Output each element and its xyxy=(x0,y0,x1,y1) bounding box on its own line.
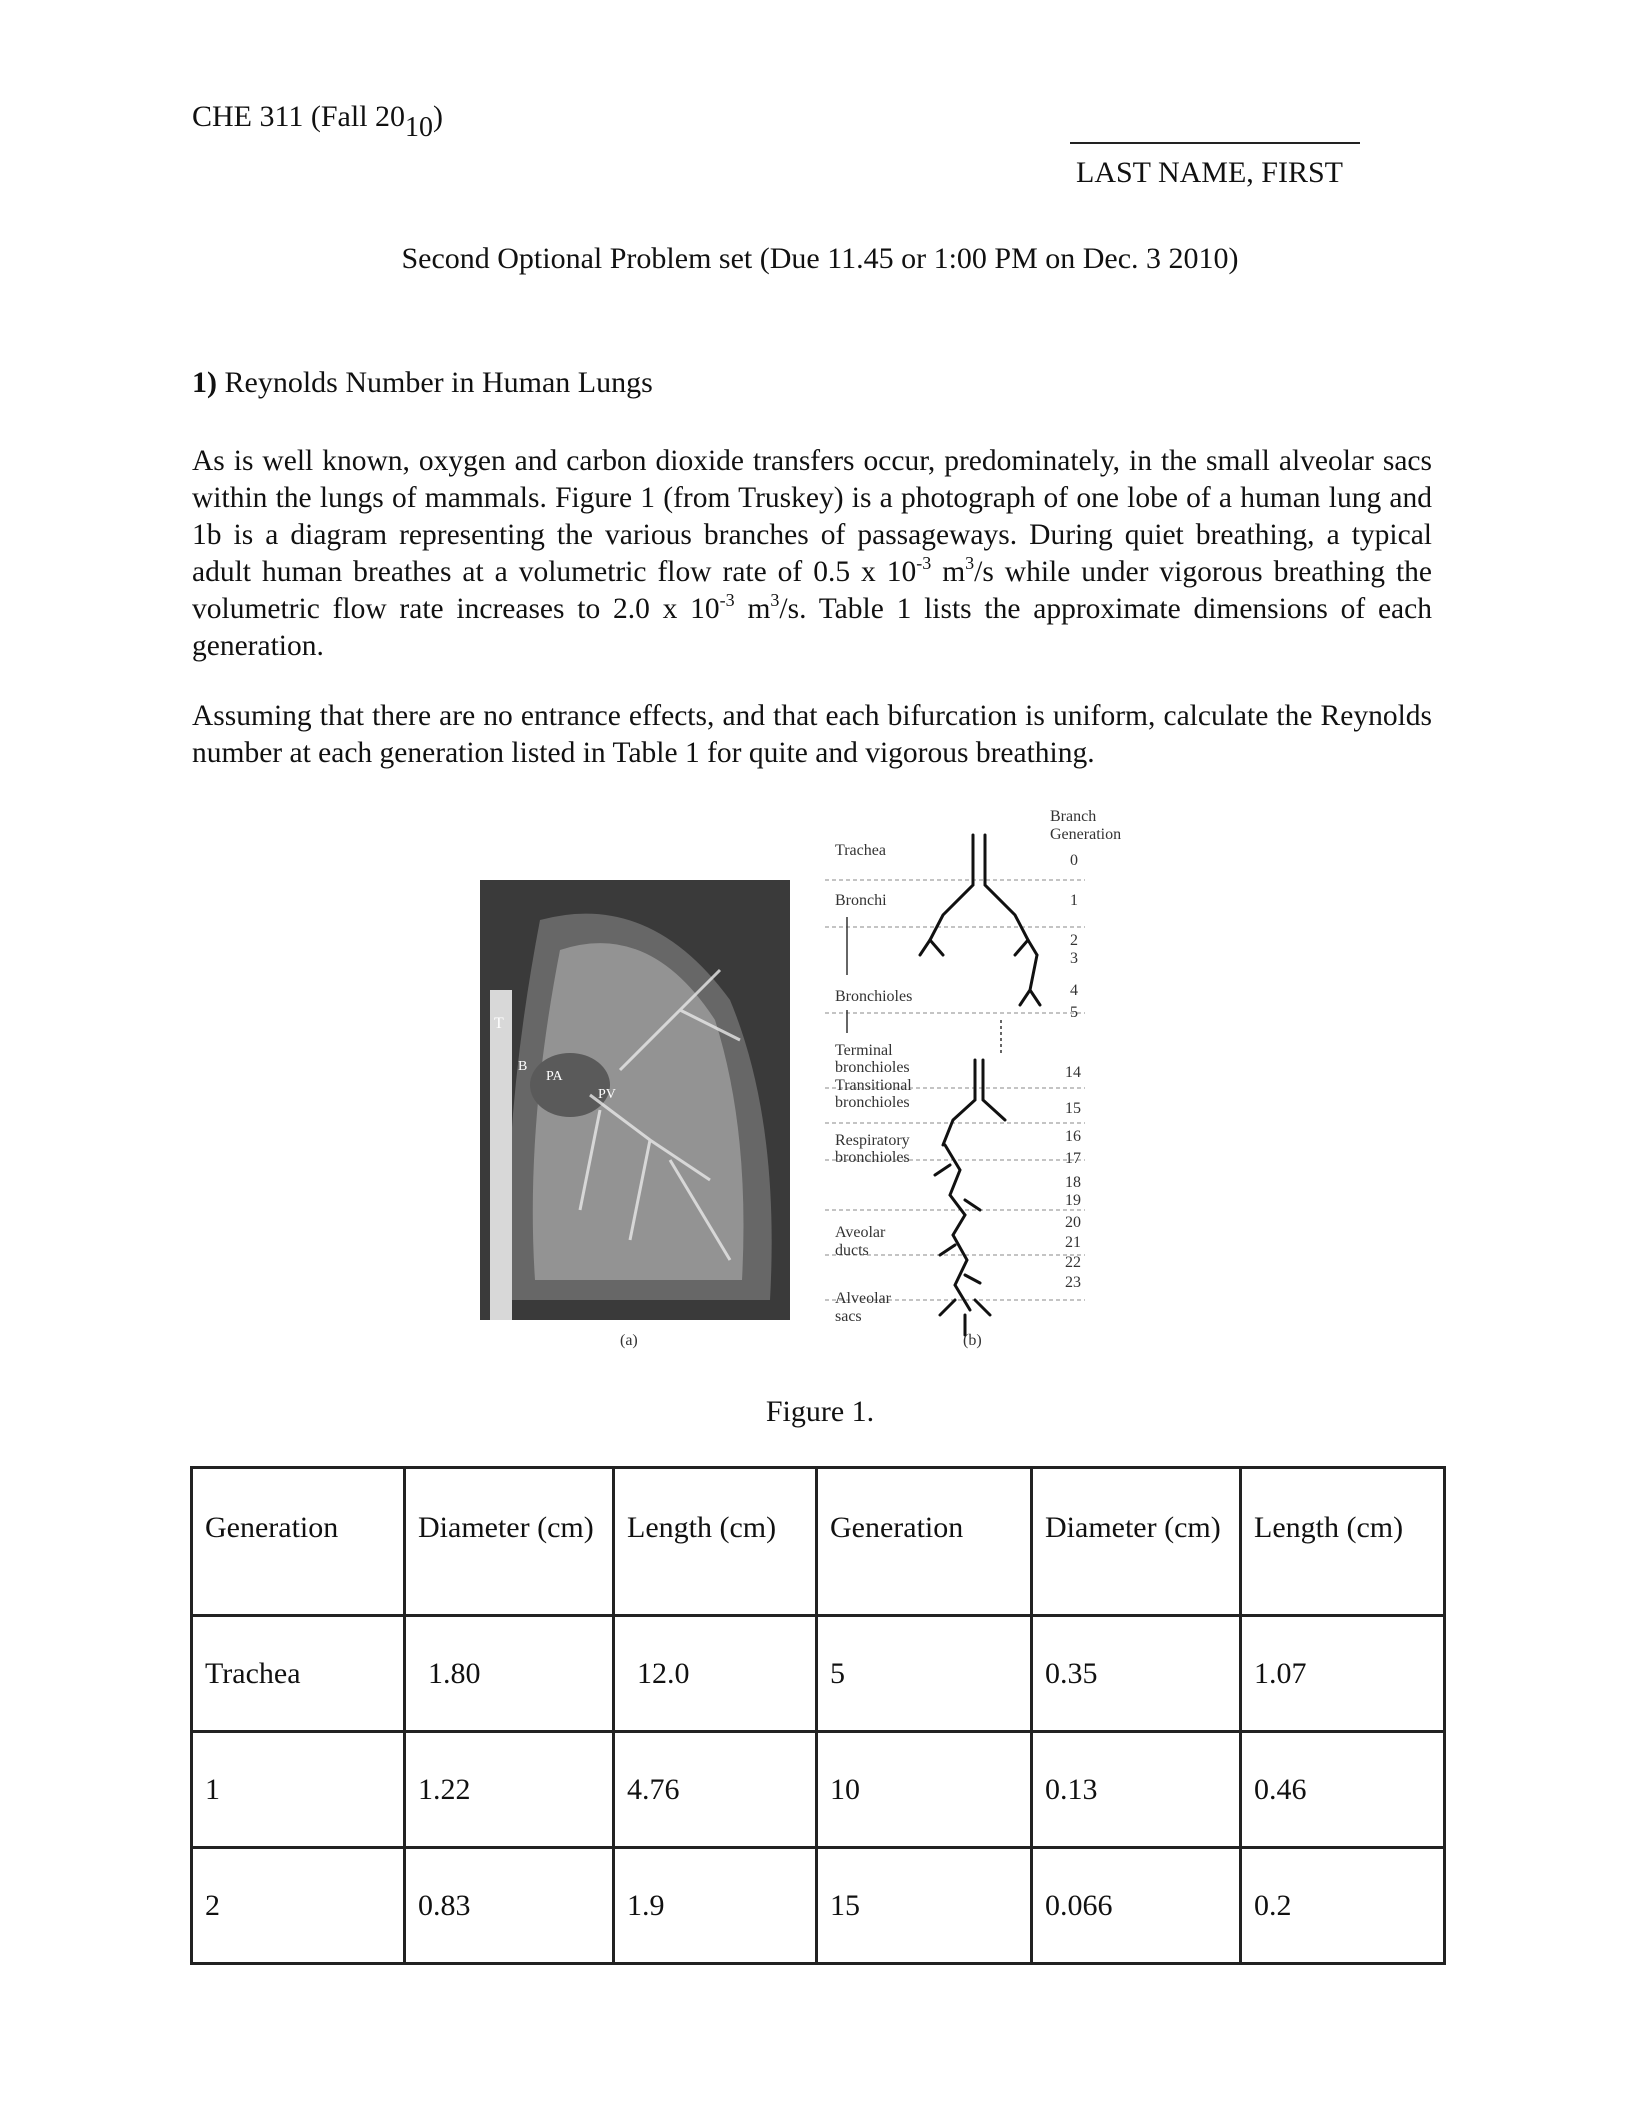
figure-caption: Figure 1. xyxy=(765,1395,875,1428)
table-row xyxy=(192,1616,1445,1732)
table-cell: 10 xyxy=(817,1732,1032,1848)
zone-respiratory: Respiratory xyxy=(835,1132,910,1149)
sublabel-b: (b) xyxy=(963,1332,982,1349)
zone-terminal: Terminal xyxy=(835,1042,893,1059)
airway-diagram xyxy=(825,805,1210,1365)
gen-14: 14 xyxy=(1065,1064,1081,1081)
zone-transitional: Transitional xyxy=(835,1077,912,1094)
gen-22: 22 xyxy=(1065,1254,1081,1271)
table-cell: 1 xyxy=(192,1732,405,1848)
question-heading: 1) Reynolds Number in Human Lungs xyxy=(192,366,653,399)
branch-header-1: Branch xyxy=(1050,808,1097,825)
gen-21: 21 xyxy=(1065,1234,1081,1251)
table-cell: 0.066 xyxy=(1032,1848,1241,1964)
header-generation-2: Generation xyxy=(817,1468,1032,1616)
zone-bronchioles: Bronchioles xyxy=(835,988,913,1005)
gen-15: 15 xyxy=(1065,1100,1081,1117)
table-row xyxy=(192,1848,1445,1964)
table-cell: 0.2 xyxy=(1241,1848,1445,1964)
gen-20: 20 xyxy=(1065,1214,1081,1231)
table-cell: 1.22 xyxy=(405,1732,614,1848)
table-row xyxy=(192,1732,1445,1848)
zone-respiratory-2: bronchioles xyxy=(835,1149,910,1166)
photo-label-pv: PV xyxy=(598,1087,616,1102)
table-cell: 0.83 xyxy=(405,1848,614,1964)
zone-alveolar-2: sacs xyxy=(835,1308,862,1325)
zone-aveolar: Aveolar xyxy=(835,1224,886,1241)
photo-label-b: B xyxy=(518,1059,528,1074)
gen-5: 5 xyxy=(1070,1004,1078,1021)
table-cell: 5 xyxy=(817,1616,1032,1732)
table-cell: 4.76 xyxy=(614,1732,817,1848)
table-cell: 12.0 xyxy=(614,1616,817,1732)
figure-1 xyxy=(470,805,1210,1365)
photo-label-t: T xyxy=(494,1015,504,1032)
zone-alveolar: Alveolar xyxy=(835,1290,891,1307)
gen-17: 17 xyxy=(1065,1150,1081,1167)
gen-23: 23 xyxy=(1065,1274,1081,1291)
table-cell: 1.80 xyxy=(405,1616,614,1732)
gen-2: 2 xyxy=(1070,932,1078,949)
table-cell: 0.13 xyxy=(1032,1732,1241,1848)
question-paragraph-1: As is well known, oxygen and carbon dioxide transfers occur, predominately, in the small alveolar sacs within the lungs of mammals. Figure 1 (from Truskey) is a photograph of one lobe of a human lung and 1b is a diagram representing the various branches of passageways. During quiet breathing, a typical adult human breathes at a volumetric flow rate of 0.5 x $10^{-3}$ $m^3/s$ while under vigorous breathing the volumetric flow rate increases to 2.0 x $10^{-3}$ $m^3/s$. Table 1 lists the approximate dimensions of each generation. xyxy=(192,445,1432,662)
lung-photo xyxy=(480,880,790,1320)
header-diameter: Diameter (cm) xyxy=(405,1468,614,1616)
gen-0: 0 xyxy=(1070,852,1078,869)
gen-3: 3 xyxy=(1070,950,1078,967)
table-header-row xyxy=(192,1468,1445,1616)
header-generation: Generation xyxy=(192,1468,405,1616)
table-cell: 1.9 xyxy=(614,1848,817,1964)
photo-label-pa: PA xyxy=(546,1069,563,1084)
gen-1: 1 xyxy=(1070,892,1078,909)
table-cell: 15 xyxy=(817,1848,1032,1964)
table-cell: 2 xyxy=(192,1848,405,1964)
zone-bronchi: Bronchi xyxy=(835,892,887,909)
zone-transitional-2: bronchioles xyxy=(835,1094,910,1111)
zone-terminal-2: bronchioles xyxy=(835,1059,910,1076)
sublabel-a: (a) xyxy=(620,1332,638,1349)
name-line xyxy=(1070,142,1360,144)
course-title: CHE 311 (Fall $20_{10}$) xyxy=(192,100,444,143)
name-label: LAST NAME, FIRST xyxy=(1076,156,1343,189)
gen-18: 18 xyxy=(1065,1174,1081,1191)
table-cell: 0.46 xyxy=(1241,1732,1445,1848)
table-cell: Trachea xyxy=(192,1616,405,1732)
header-length: Length (cm) xyxy=(614,1468,817,1616)
gen-4: 4 xyxy=(1070,982,1078,999)
photo-sublabel-svg xyxy=(470,1325,800,1355)
zone-aveolar-2: ducts xyxy=(835,1242,869,1259)
table-cell: 0.35 xyxy=(1032,1616,1241,1732)
zone-trachea: Trachea xyxy=(835,842,886,859)
problem-set-title: Second Optional Problem set (Due 11.45 or 1:00 PM on Dec. 3 2010) xyxy=(401,242,1239,275)
gen-16: 16 xyxy=(1065,1128,1081,1145)
question-paragraph-2: Assuming that there are no entrance effects, and that each bifurcation is uniform, calculate the Reynolds number at each generation listed in Table 1 for quite and vigorous breathing. xyxy=(192,700,1432,769)
branch-header-2: Generation xyxy=(1050,826,1122,843)
header-diameter-2: Diameter (cm) xyxy=(1032,1468,1241,1616)
gen-19: 19 xyxy=(1065,1192,1081,1209)
dimensions-table xyxy=(190,1466,1446,1965)
table-cell: 1.07 xyxy=(1241,1616,1445,1732)
header-length-2: Length (cm) xyxy=(1241,1468,1445,1616)
